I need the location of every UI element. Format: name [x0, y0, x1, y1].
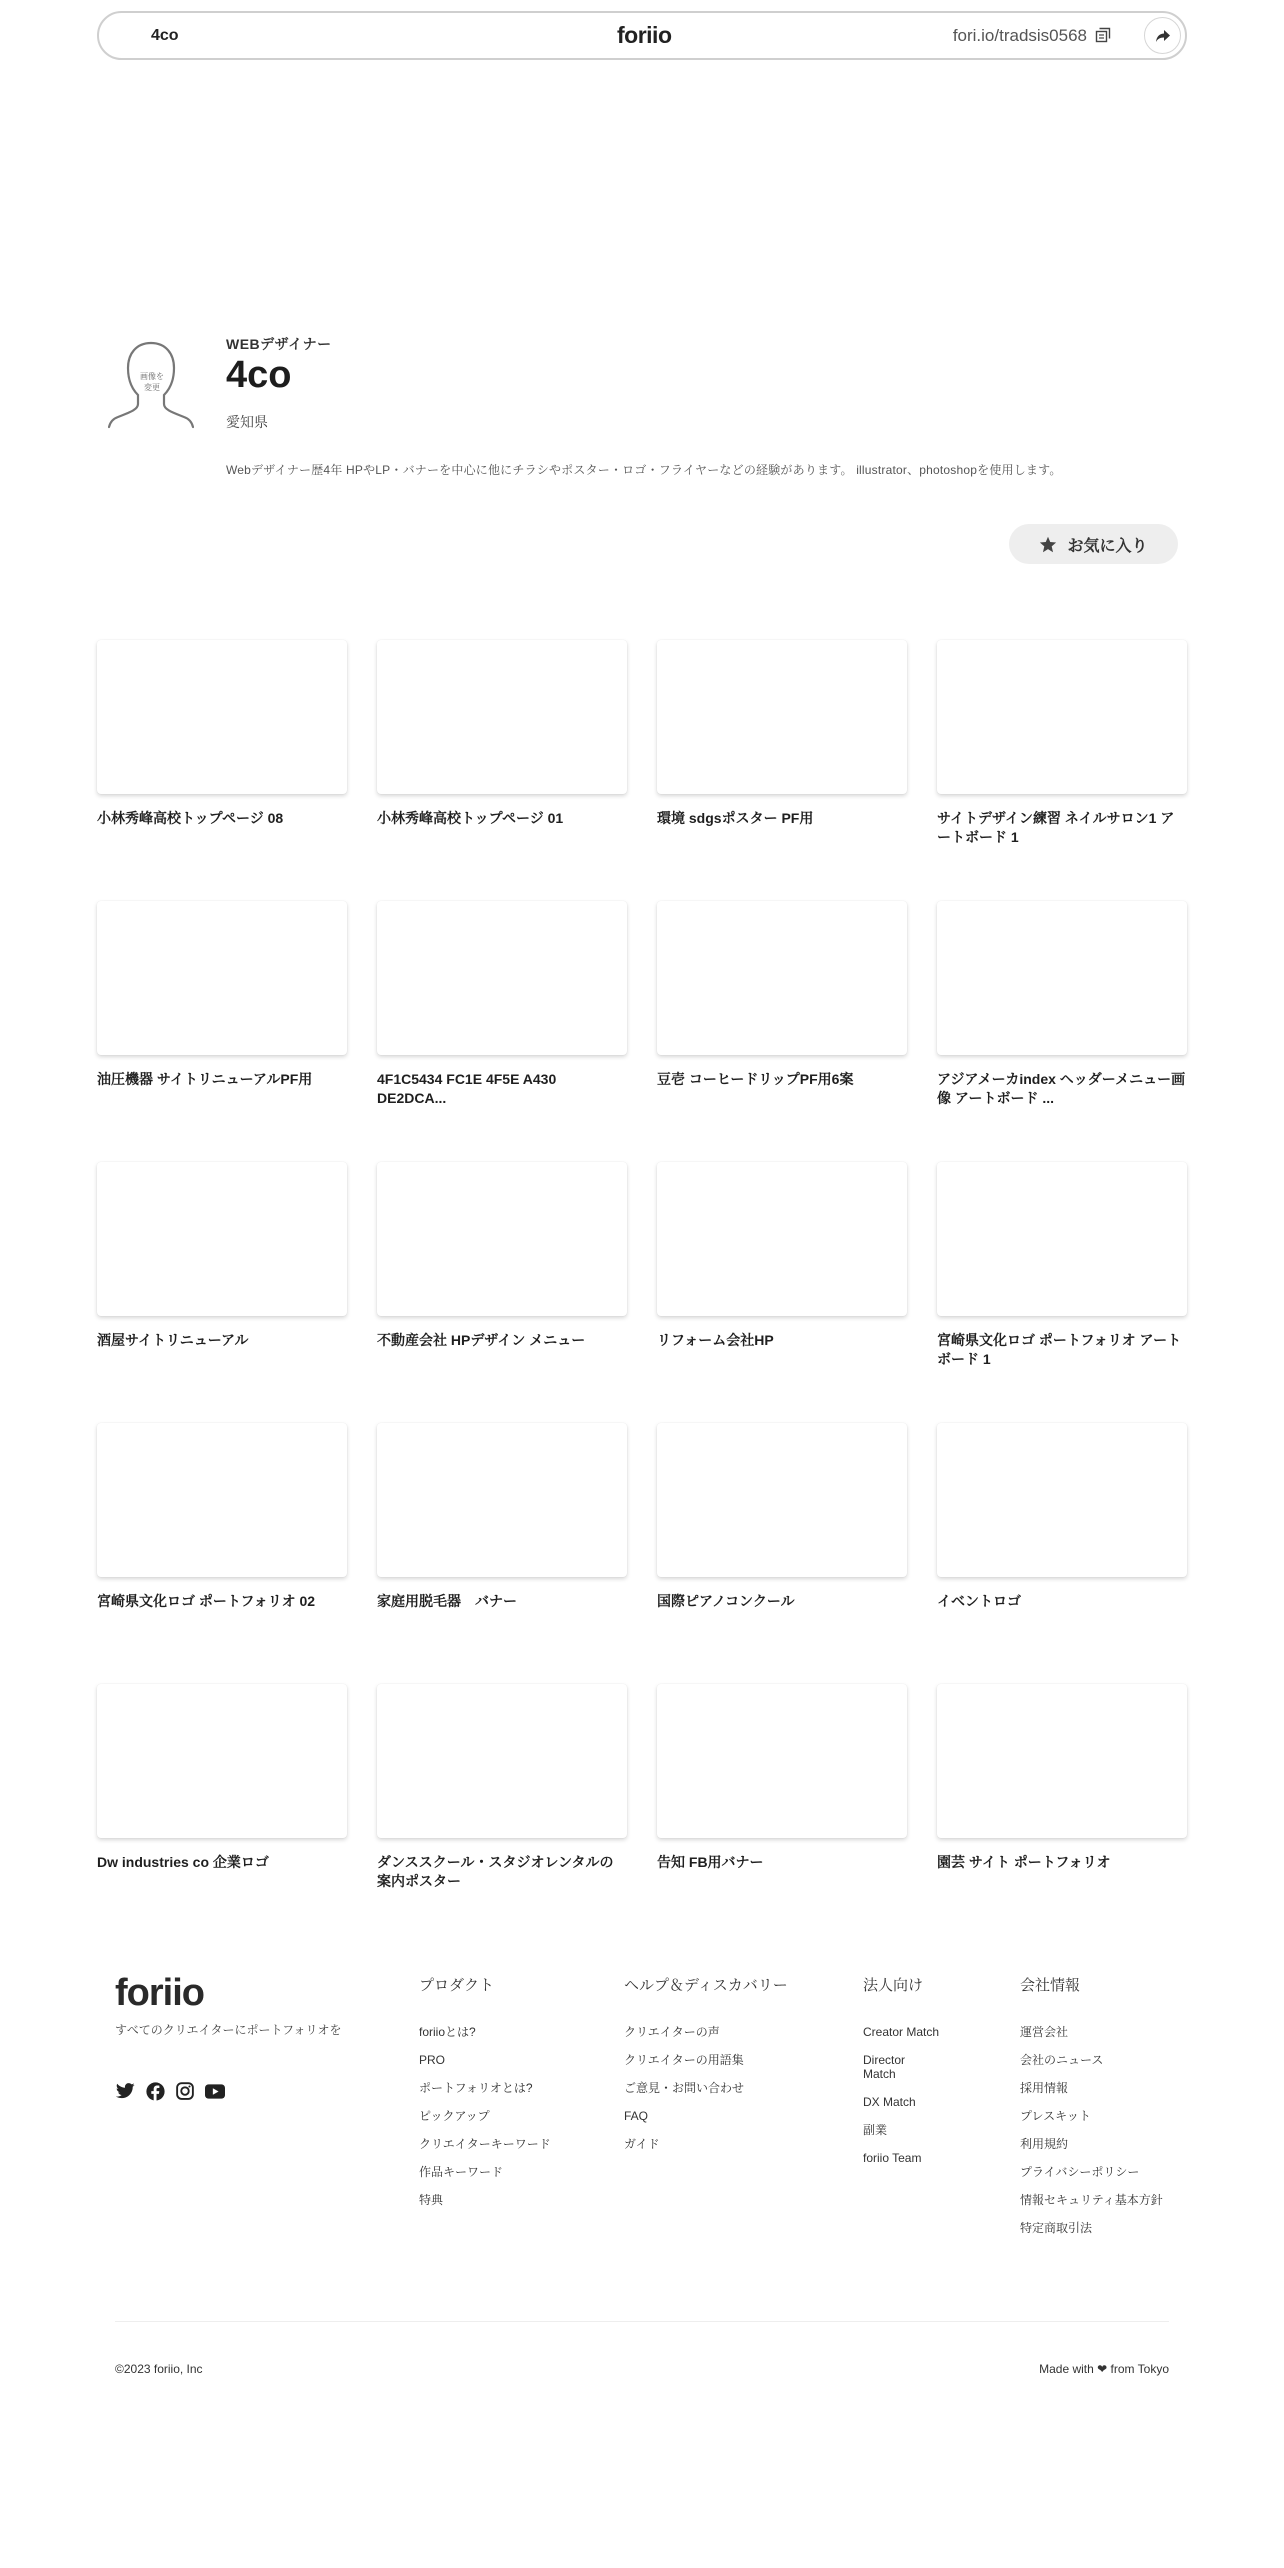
work-thumbnail[interactable]	[657, 1162, 907, 1316]
work-title[interactable]: イベントロゴ	[937, 1593, 1021, 1609]
footer-link[interactable]: プライバシーポリシー	[1020, 2165, 1140, 2179]
work-thumbnail[interactable]	[97, 901, 347, 1055]
footer-tagline: すべてのクリエイターにポートフォリオを	[115, 2023, 342, 2037]
work-thumbnail[interactable]	[97, 1423, 347, 1577]
work-title[interactable]: アジアメーカindex ヘッダーメニュー画像 アートボード ...	[937, 1071, 1186, 1106]
footer-col-heading: ヘルプ＆ディスカバリー	[624, 1977, 788, 1994]
work-title[interactable]: 国際ピアノコンクール	[657, 1593, 795, 1609]
footer-link[interactable]: 特定商取引法	[1020, 2221, 1093, 2235]
footer-link[interactable]: FAQ	[624, 2109, 649, 2123]
footer-link[interactable]: ご意見・お問い合わせ	[624, 2081, 745, 2095]
work-thumbnail[interactable]	[937, 1684, 1187, 1838]
work-thumbnail[interactable]	[377, 640, 627, 794]
footer-link[interactable]: ガイド	[624, 2137, 660, 2151]
footer-link[interactable]: クリエイターの声	[624, 2025, 720, 2039]
footer-col-help	[624, 1976, 794, 2165]
footer-link[interactable]: foriio Team	[863, 2151, 922, 2165]
work-card[interactable]	[657, 1162, 907, 1423]
work-thumbnail[interactable]	[937, 1162, 1187, 1316]
work-card[interactable]	[377, 1684, 627, 1945]
work-card[interactable]	[97, 640, 347, 901]
footer-link[interactable]: プレスキット	[1020, 2109, 1091, 2123]
favorite-button[interactable]	[1009, 524, 1178, 564]
social-links	[115, 2081, 225, 2101]
work-title[interactable]: 酒屋サイトリニューアル	[97, 1332, 249, 1348]
footer-col-heading: 会社情報	[1020, 1977, 1081, 1994]
footer-link[interactable]: 運営会社	[1020, 2025, 1069, 2039]
work-card[interactable]	[377, 1423, 627, 1684]
work-title[interactable]: 家庭用脱毛器 バナー	[377, 1593, 517, 1609]
work-card[interactable]	[657, 640, 907, 901]
work-thumbnail[interactable]	[377, 901, 627, 1055]
works-grid	[97, 640, 1187, 1945]
work-title[interactable]: 4F1C5434 FC1E 4F5E A430 DE2DCA...	[377, 1071, 557, 1106]
work-card[interactable]	[937, 1162, 1187, 1423]
work-thumbnail[interactable]	[937, 1423, 1187, 1577]
footer-link[interactable]: 特典	[419, 2193, 444, 2207]
footer-link[interactable]: 会社のニュース	[1020, 2053, 1104, 2067]
footer-col-heading: プロダクト	[419, 1977, 495, 1994]
work-card[interactable]	[937, 901, 1187, 1162]
work-card[interactable]	[377, 640, 627, 901]
profile-name: 4co	[226, 354, 292, 396]
footer-made-with: Made with ❤ from Tokyo	[1039, 2362, 1169, 2376]
footer-link[interactable]: 利用規約	[1020, 2137, 1069, 2151]
work-thumbnail[interactable]	[377, 1684, 627, 1838]
work-card[interactable]	[97, 1423, 347, 1684]
share-icon	[1155, 29, 1171, 43]
favorite-label: お気に入り	[1067, 537, 1148, 555]
footer-col-heading: 法人向け	[863, 1977, 924, 1994]
work-card[interactable]	[937, 1423, 1187, 1684]
footer-link[interactable]: Director Match	[863, 2053, 906, 2081]
profile-prefecture: 愛知県	[226, 414, 268, 430]
profile-role: WEBデザイナー	[226, 336, 332, 352]
work-card[interactable]	[97, 1684, 347, 1945]
work-title[interactable]: リフォーム会社HP	[657, 1332, 774, 1348]
work-thumbnail[interactable]	[937, 640, 1187, 794]
work-thumbnail[interactable]	[657, 1684, 907, 1838]
work-thumbnail[interactable]	[97, 640, 347, 794]
footer-col-business	[863, 1976, 973, 2179]
work-title[interactable]: 宮崎県文化ロゴ ポートフォリオ アートボード 1	[937, 1332, 1182, 1367]
footer-link[interactable]: 採用情報	[1020, 2081, 1069, 2095]
footer-link[interactable]: DX Match	[863, 2095, 916, 2109]
profile-bio: Webデザイナー歴4年 HPやLP・バナーを中心に他にチラシやポスター・ロゴ・フライヤーなどの経験があります。 illustrator、photoshopを使用します。	[226, 463, 1062, 477]
instagram-icon[interactable]	[175, 2081, 195, 2101]
footer-logo[interactable]: foriio	[115, 1972, 204, 2014]
work-title[interactable]: 環境 sdgsポスター PF用	[657, 810, 814, 826]
avatar-placeholder-text: 画像を変更	[140, 372, 164, 392]
header-logo[interactable]: foriio	[617, 22, 672, 48]
footer-link[interactable]: 情報セキュリティ基本方針	[1020, 2193, 1163, 2207]
work-title[interactable]: 不動産会社 HPデザイン メニュー	[377, 1332, 586, 1348]
footer-link[interactable]: クリエイターの用語集	[624, 2053, 744, 2067]
work-thumbnail[interactable]	[97, 1162, 347, 1316]
work-card[interactable]	[657, 901, 907, 1162]
star-icon	[1039, 536, 1057, 553]
work-thumbnail[interactable]	[97, 1684, 347, 1838]
work-title[interactable]: 告知 FB用バナー	[657, 1854, 764, 1870]
work-card[interactable]	[97, 901, 347, 1162]
work-title[interactable]: 小林秀峰高校トップページ 01	[377, 810, 564, 826]
work-card[interactable]	[937, 1684, 1187, 1945]
profile-url[interactable]: fori.io/tradsis0568	[952, 26, 1087, 45]
footer-link[interactable]: 作品キーワード	[419, 2165, 504, 2179]
footer-divider	[115, 2321, 1169, 2322]
footer-col-product	[419, 1976, 569, 2221]
work-card[interactable]	[937, 640, 1187, 901]
work-thumbnail[interactable]	[657, 1423, 907, 1577]
twitter-icon[interactable]	[115, 2081, 135, 2101]
work-thumbnail[interactable]	[657, 640, 907, 794]
work-thumbnail[interactable]	[377, 1423, 627, 1577]
work-title[interactable]: 園芸 サイト ポートフォリオ	[937, 1854, 1111, 1870]
footer-link[interactable]: Creator Match	[863, 2025, 940, 2039]
footer-col-company	[1020, 1976, 1170, 2249]
footer-link[interactable]: 副業	[863, 2123, 888, 2137]
footer-copyright: ©2023 foriio, Inc	[115, 2362, 203, 2376]
header-username[interactable]: 4co	[151, 27, 179, 44]
work-title[interactable]: 油圧機器 サイトリニューアルPF用	[97, 1071, 313, 1087]
work-title[interactable]: Dw industries co 企業ロゴ	[97, 1854, 269, 1870]
footer-link[interactable]: ピックアップ	[419, 2109, 490, 2123]
work-card[interactable]	[657, 1423, 907, 1684]
work-thumbnail[interactable]	[937, 901, 1187, 1055]
share-button[interactable]	[1144, 17, 1181, 54]
work-card[interactable]	[97, 1162, 347, 1423]
footer-link[interactable]: ポートフォリオとは?	[419, 2081, 533, 2095]
work-title[interactable]: 宮崎県文化ロゴ ポートフォリオ 02	[97, 1593, 316, 1609]
top-bar	[97, 11, 1187, 60]
work-card[interactable]	[377, 901, 627, 1162]
work-title[interactable]: 豆壱 コーヒードリップPF用6案	[657, 1071, 854, 1087]
work-card[interactable]	[657, 1684, 907, 1945]
work-title[interactable]: サイトデザイン練習 ネイルサロン1 アートボード 1	[937, 810, 1175, 845]
work-title[interactable]: 小林秀峰高校トップページ 08	[97, 810, 284, 826]
footer-link[interactable]: クリエイターキーワード	[419, 2137, 551, 2151]
work-card[interactable]	[377, 1162, 627, 1423]
facebook-icon[interactable]	[145, 2081, 165, 2101]
footer-link[interactable]: PRO	[419, 2053, 446, 2067]
work-thumbnail[interactable]	[657, 901, 907, 1055]
footer-link[interactable]: foriioとは?	[419, 2025, 476, 2039]
copy-icon[interactable]	[1095, 27, 1111, 43]
work-thumbnail[interactable]	[377, 1162, 627, 1316]
work-title[interactable]: ダンススクール・スタジオレンタルの案内ポスター	[377, 1854, 614, 1889]
youtube-icon[interactable]	[205, 2081, 225, 2101]
